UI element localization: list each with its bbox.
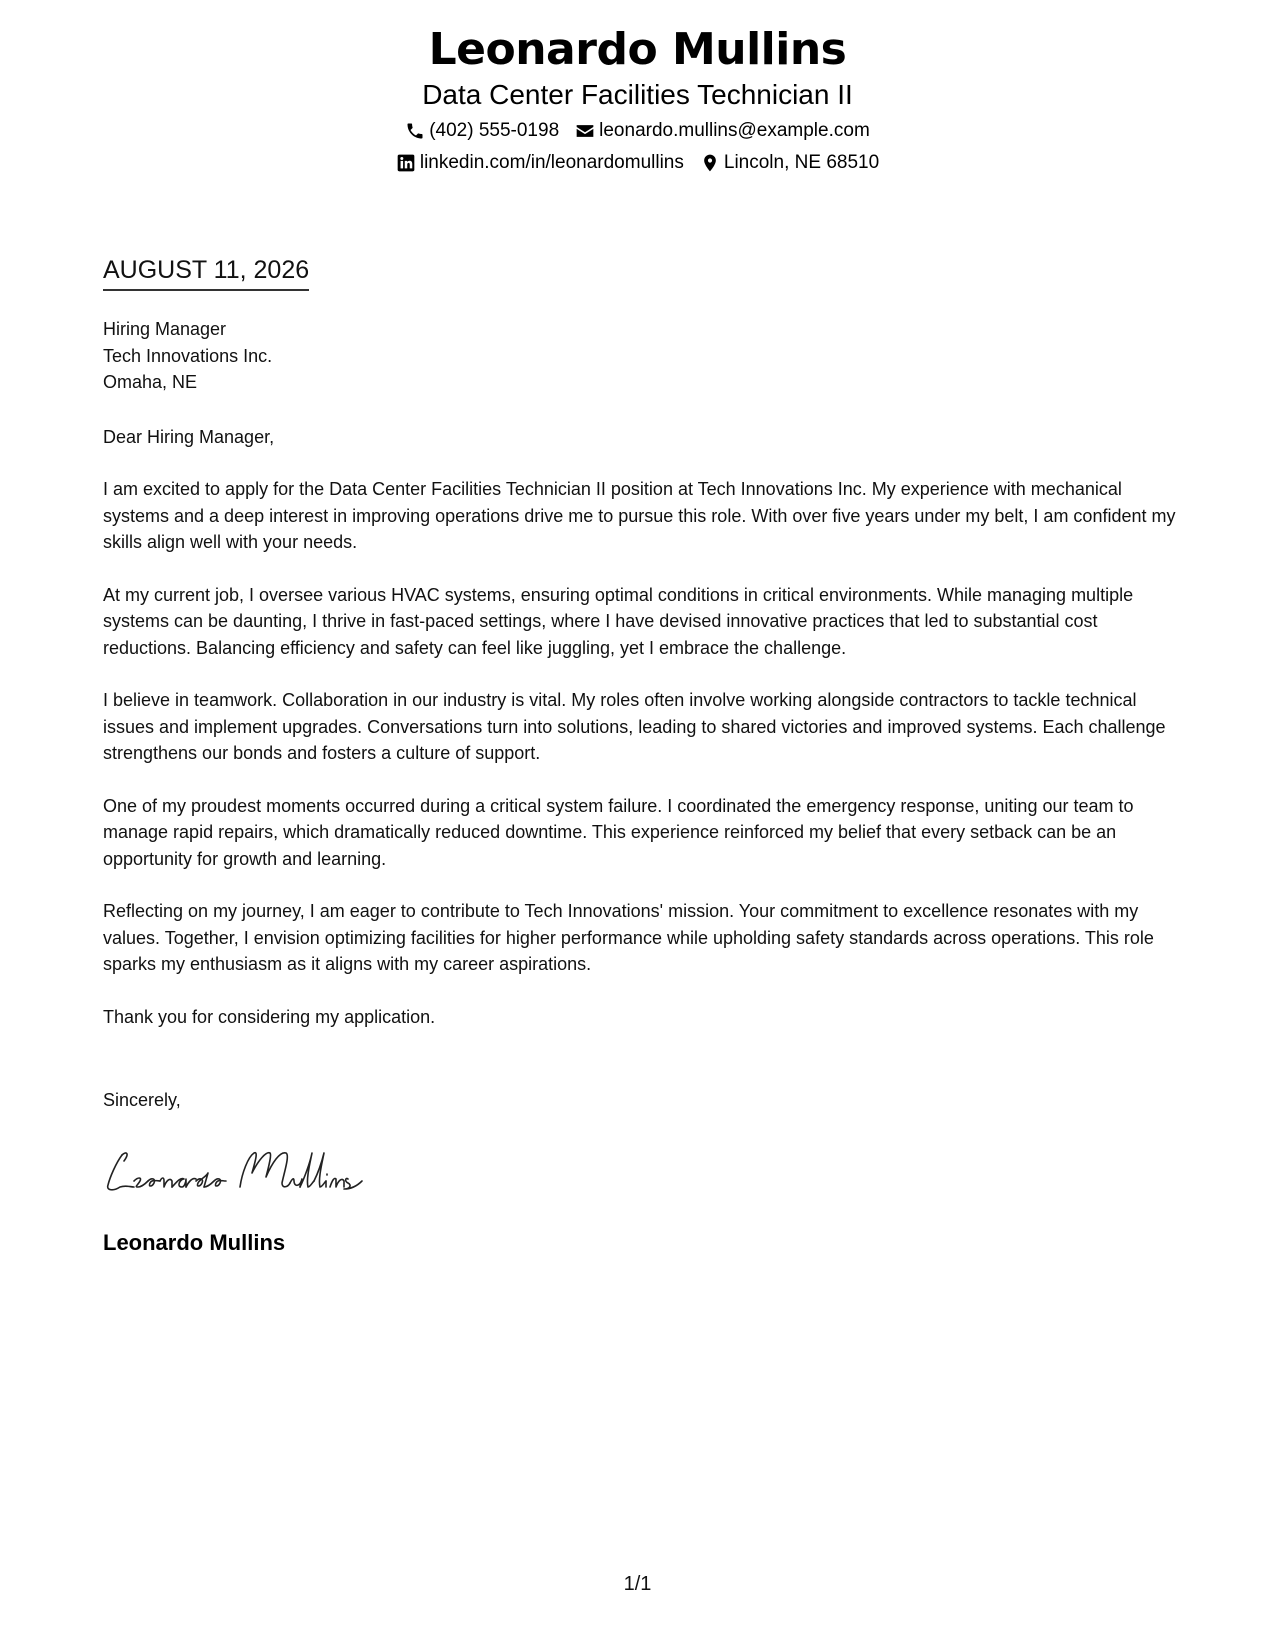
body-paragraph: One of my proudest moments occurred during a critical system failure. I coordinated the emergency response, uniting our team to manage rapid repairs, which dramatically reduced downtime. This experience reinforced my belief that every setback can be an opportunity for growth and learning. bbox=[103, 795, 1134, 869]
contact-phone bbox=[405, 119, 559, 143]
recipient-line: Omaha, NE bbox=[103, 372, 198, 392]
body-paragraph: At my current job, I oversee various HVAC systems, ensuring optimal conditions in critical environments. While managing multiple systems can be daunting, I thrive in fast-paced settings, where I have devised innovative practices that led to substantial cost reductions. Balancing efficiency and safety can feel like juggling, yet I embrace the challenge. bbox=[103, 584, 1134, 658]
phone-icon bbox=[405, 121, 425, 141]
contact-linkedin-text: linkedin.com/in/leonardomullins bbox=[419, 152, 684, 173]
contact-location-text: Lincoln, NE 68510 bbox=[723, 152, 880, 173]
handwritten-signature bbox=[100, 1143, 370, 1195]
body-paragraph: I am excited to apply for the Data Center Facilities Technician II position at Tech Innovations Inc. My experience with mechanical systems and a deep interest in improving operations drive me to pursue this role. With over five years under my belt, I am confident my skills align well with your needs. bbox=[103, 479, 1176, 552]
contact-phone-text: (402) 555-0198 bbox=[429, 120, 560, 141]
contact-row-2 bbox=[0, 151, 1275, 175]
applicant-name: Leonardo Mullins bbox=[428, 24, 847, 75]
recipient-line: Hiring Manager bbox=[103, 319, 227, 339]
signer-name: Leonardo Mullins bbox=[103, 1230, 286, 1255]
letter-header bbox=[0, 22, 1275, 175]
contact-linkedin[interactable] bbox=[396, 151, 684, 175]
salutation: Dear Hiring Manager, bbox=[103, 426, 275, 447]
page-indicator: 1/1 bbox=[623, 1573, 652, 1595]
applicant-job-title: Data Center Facilities Technician II bbox=[422, 79, 853, 110]
closing: Sincerely, bbox=[103, 1090, 181, 1110]
contact-email[interactable] bbox=[575, 119, 870, 143]
envelope-icon bbox=[575, 121, 595, 141]
body-paragraph: Reflecting on my journey, I am eager to contribute to Tech Innovations' mission. Your commitment to excellence resonates with my values. Together, I envision optimizing facilities for higher performance while upholding safety standards across operations. This role sparks my enthusiasm as it aligns with my career aspirations. bbox=[103, 901, 1154, 974]
linkedin-icon bbox=[396, 153, 416, 173]
contact-location bbox=[700, 151, 879, 175]
contact-email-text: leonardo.mullins@example.com bbox=[599, 120, 870, 141]
map-pin-icon bbox=[700, 153, 720, 173]
body-paragraph: I believe in teamwork. Collaboration in our industry is vital. My roles often involve working alongside contractors to tackle technical issues and implement upgrades. Conversations turn into solutions, leading to shared victories and improved systems. Each challenge strengthens our bonds and fosters a culture of support. bbox=[103, 690, 1166, 763]
recipient-block bbox=[103, 316, 1183, 396]
letter-date-block bbox=[103, 255, 309, 291]
letter-date: AUGUST 11, 2026 bbox=[103, 255, 309, 291]
body-paragraph: Thank you for considering my application. bbox=[103, 1006, 436, 1027]
contact-row-1 bbox=[0, 119, 1275, 143]
recipient-line: Tech Innovations Inc. bbox=[103, 345, 273, 366]
letter-body bbox=[103, 316, 1183, 1030]
